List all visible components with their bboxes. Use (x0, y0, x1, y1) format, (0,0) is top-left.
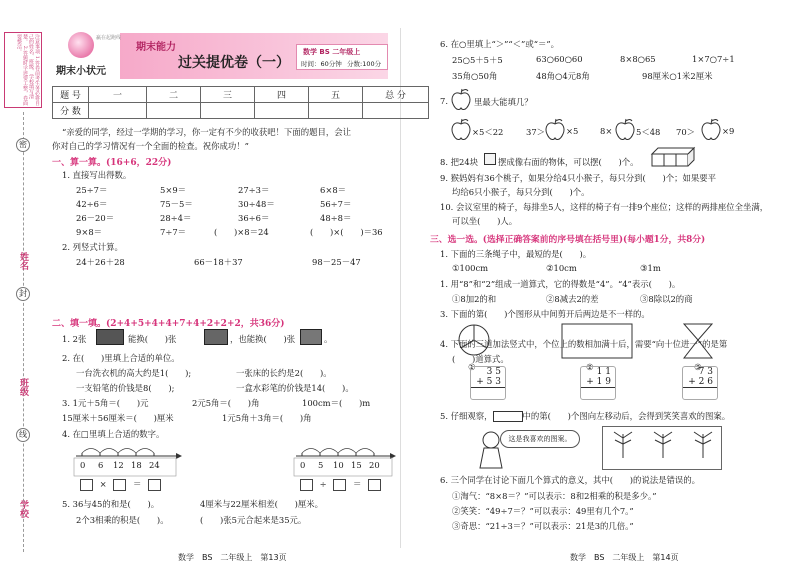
choice-option[interactable]: ①100cm (452, 263, 489, 273)
times-sign: × (99, 479, 107, 489)
s2-q3c: 100cm＝( )m (302, 398, 371, 408)
addend-top: 7 3 (698, 367, 713, 377)
s2-q4: 4. 在□里填上合适的数字。 (62, 429, 165, 439)
s2-q5d: ( )张5元合起来是35元。 (200, 515, 307, 525)
s3-q1: 1. 下面的三条绳子中，最短的是( )。 (440, 249, 592, 259)
time-label: 时间：60分钟 (301, 60, 342, 68)
apple-icon (450, 118, 472, 142)
calc-item: 48÷8＝ (320, 213, 352, 223)
number-line-label: 0 (300, 460, 306, 470)
score-table-cell: 四 (255, 87, 309, 103)
q10-line-1: 10. 会议室里的椅子，每排坐5人，这样的椅子有一排9个座位；这样的两排座位全坐满， (440, 202, 769, 212)
banknote-icon (204, 329, 228, 345)
number-line-label: 18 (131, 460, 142, 470)
subject-label: 数学 BS 二年级上 (303, 48, 361, 56)
s1-q2: 2. 列竖式计算。 (62, 242, 123, 252)
score-table-cell: 总 分 (363, 87, 429, 103)
vertical-calc: 66－18＋37 (194, 257, 243, 267)
score-table-cell: 一 (89, 87, 147, 103)
seal-mark-3: 线 (16, 428, 30, 442)
apple-icon (544, 118, 566, 142)
logo-text: 赢在起跑线 (96, 35, 122, 41)
calc-item: ( )×8＝24 (214, 227, 269, 237)
score-entry[interactable] (89, 103, 147, 119)
calc-item: 56÷7＝ (320, 199, 352, 209)
banknote-icon (300, 329, 322, 345)
discussion-option[interactable]: ①淘气：“8×8＝？”可以表示：8和2相乘的积是多少。” (452, 491, 657, 501)
answer-box[interactable] (113, 479, 126, 491)
compare-item: 8×8○65 (620, 54, 656, 64)
q7-item: 8× (600, 126, 613, 136)
q7-text: 里最大能填几？ (474, 97, 533, 107)
q7-item: ×9 (722, 126, 735, 136)
s2-q1-part-c: ，也能换( )张 (230, 334, 296, 344)
section3-title: 三、选一选。(选择正确答案前的序号填在括号里)(每小题1分，共8分) (430, 235, 706, 245)
s2-q1-part-a: 1. 2张 (62, 334, 87, 344)
q7-item: 70＞ (676, 127, 696, 137)
calc-item: ( )×( )＝36 (310, 227, 383, 237)
calc-item: 26－20＝ (76, 213, 115, 223)
s2-q3-line2b: 1元5角＋3角＝( )角 (222, 413, 312, 423)
calc-item: 5×9＝ (160, 185, 187, 195)
speech-bubble: 这是我喜欢的图案。 (500, 430, 580, 448)
brand-big: 期末小状元 (56, 66, 106, 77)
number-line-label: 5 (318, 460, 324, 470)
s2-q5c: 2个3相乘的积是( )。 (76, 515, 169, 525)
number-line-label: 20 (369, 460, 380, 470)
s2-q1-part-b: 能换( )张 (128, 334, 177, 344)
number-line-label: 0 (80, 460, 86, 470)
q7-number: 7. (440, 96, 448, 106)
q8-text-b: 摆成像右面的物体，可以摆( )个。 (498, 157, 639, 167)
s2-q2: 2. 在( )里填上合适的单位。 (62, 353, 180, 363)
answer-box[interactable] (148, 479, 161, 491)
q6-title: 6. 在○里填上“＞”“＜”或“＝”。 (440, 39, 560, 49)
score-table-value-row (53, 103, 429, 119)
number-line-2 (292, 444, 402, 478)
shape-label: ② (586, 362, 594, 372)
q8-text-a: 8. 把24块 (440, 157, 479, 167)
number-line-label: 24 (149, 460, 160, 470)
choice-option[interactable]: ②10cm (546, 263, 577, 273)
girl-icon (476, 430, 506, 470)
s2-q5b: 4厘米与22厘米相差( )厘米。 (200, 499, 324, 509)
compare-item: 48角○4元8角 (536, 71, 590, 81)
compare-item: 25○5＋5＋5 (452, 55, 503, 65)
binding-margin (0, 0, 46, 576)
answer-box[interactable] (80, 479, 93, 491)
s3-q5 (440, 410, 730, 422)
choice-option[interactable]: ②8减去2的差 (546, 294, 599, 304)
apple-icon (614, 118, 636, 142)
score-table-cell: 二 (147, 87, 201, 103)
s3-q4b: ( )道算式。 (452, 354, 509, 364)
s2-q5a: 5. 36与45的和是( )。 (62, 499, 160, 509)
q9-line-2: 均给6只小猴子，每只分到( )个。 (452, 187, 590, 197)
intro-line-2: 你对自己的学习情况有一个全面的检查。祝你成功！” (52, 141, 249, 151)
choice-option[interactable]: ③8除以2的商 (640, 294, 693, 304)
q7-item: ×5 (566, 126, 579, 136)
answer-box[interactable] (368, 479, 381, 491)
s3-q4: 4. 下面的三道加法竖式中，个位上的数相加满十后，需要“向十位进一”的是第 (440, 339, 728, 349)
score-table-cell: 分 数 (53, 103, 89, 119)
answer-box[interactable] (300, 479, 313, 491)
s2-q1-part-d: 。 (324, 334, 333, 344)
cut-line (23, 112, 24, 552)
score-entry[interactable] (147, 103, 201, 119)
calc-item: 7÷7＝ (160, 227, 187, 237)
s2-q3: 3. 1元＋5角＝( )元 (62, 398, 149, 408)
seal-mark-2: 封 (16, 287, 30, 301)
discussion-option[interactable]: ②笑笑：“49÷7＝？”可以表示：49里有几个7。” (452, 506, 634, 516)
cube-icon (484, 153, 496, 165)
brand-block (52, 32, 144, 82)
brand-logo-icon (68, 32, 94, 58)
addend-bottom: + 2 6 (683, 377, 717, 388)
unit-fill: 一盒水彩笔的价钱是14( )。 (236, 383, 354, 393)
calc-item: 27÷3＝ (238, 185, 270, 195)
number-line-label: 12 (113, 460, 124, 470)
apple-icon (700, 118, 722, 142)
school-label: 学校 (18, 500, 28, 518)
q7-label (440, 96, 448, 106)
compare-item: 98厘米○1米2厘米 (642, 71, 713, 81)
unit-fill: 一台洗衣机的高大约是1( ); (76, 368, 192, 378)
q7-item: 37＞ (526, 127, 546, 137)
s1-q1: 1. 直接写出得数。 (62, 170, 132, 180)
q9-line-1: 9. 猴妈妈有36个桃子，如果分给4只小猴子，每只分到( )个；如果要平 (440, 173, 717, 183)
name-label: 姓名 (18, 252, 28, 270)
score-table (52, 86, 429, 119)
calc-item: 25÷7＝ (76, 185, 108, 195)
score-label: 分数:100分 (347, 60, 382, 68)
q7-item: 5＜48 (636, 127, 661, 137)
score-table-cell: 三 (201, 87, 255, 103)
unit-fill: 一支铅笔的价钱是8( ); (76, 383, 175, 393)
answer-row: ÷ ＝ (300, 478, 381, 491)
addend-bottom: + 5 3 (471, 377, 505, 388)
q7-item: ×5＜22 (472, 127, 504, 137)
banknote-icon (96, 329, 124, 345)
vertical-calc: 24＋26＋28 (76, 257, 125, 267)
compare-item: 1×7○7÷1 (692, 54, 735, 64)
addend-bottom: + 1 9 (581, 377, 615, 388)
page-title: 过关提优卷（一） (178, 55, 290, 71)
exam-info-box (296, 44, 388, 70)
s3-q3: 3. 下面的第( )个图形从中间剪开后两边是不一样的。 (440, 309, 650, 319)
choice-option[interactable]: ③1m (640, 263, 661, 273)
exam-notice: 注意事项 1.答卷前考生务必将自己的姓名、班级、学校填写清楚。 2.答题时字迹要工整，卷面要整洁。 (16, 34, 40, 106)
footer-right: 数学 BS 二年级上 第14页 (570, 553, 679, 562)
shape-label: ① (468, 362, 476, 372)
calc-item: 30÷48＝ (238, 199, 275, 209)
intro-line-1: “亲爱的同学，经过一学期的学习，你一定有不少的收获吧！下面的题目，会让 (62, 127, 352, 137)
number-line-label: 10 (333, 460, 344, 470)
choice-option[interactable]: ①8加2的和 (452, 294, 497, 304)
addition-card (580, 366, 616, 400)
brand-small: 期末能力 (136, 42, 176, 53)
s3-q5-text-b: 中的第( )个图向左移动后，会得到笑笑喜欢的图案。 (522, 411, 731, 421)
footer-left: 数学 BS 二年级上 第13页 (178, 553, 287, 562)
seal-mark-1: 密 (16, 138, 30, 152)
addend-top: 1 1 (596, 367, 611, 377)
shape-label: ③ (694, 362, 702, 372)
answer-row: × ＝ (80, 478, 161, 491)
vertical-calc: 98－25－47 (312, 257, 361, 267)
class-label: 班级 (18, 378, 28, 396)
tree-pattern (608, 428, 718, 460)
score-table-cell: 题 号 (53, 87, 89, 103)
s3-q2: 1. 用“8”和“2”组成一道算式，它的得数是“4”。“4”表示( )。 (440, 279, 681, 289)
addition-card (682, 366, 718, 400)
addend-top: 3 5 (486, 367, 501, 377)
discussion-option[interactable]: ③奇思：“21÷3＝？”可以表示：21是3的几倍。” (452, 521, 634, 531)
number-line-label: 6 (98, 460, 104, 470)
section2-title: 二、填一填。(2+4+5+4+4+7+4+2+2+2，共36分) (52, 319, 285, 329)
section1-title: 一、算一算。(16+6，22分) (52, 158, 172, 168)
s2-q3b: 2元5角＝( )角 (192, 398, 260, 408)
q10-line-2: 可以坐( )人。 (452, 216, 518, 226)
s3-q6: 6. 三个同学在讨论下面几个算式的意义，其中( )的说法是错误的。 (440, 475, 701, 485)
divide-sign: ÷ (319, 479, 327, 489)
addition-card (470, 366, 506, 400)
calc-item: 36÷6＝ (238, 213, 270, 223)
apple-icon (450, 88, 472, 112)
compare-item: 35角○50角 (452, 71, 498, 81)
unit-fill: 一张床的长约是2( )。 (236, 368, 332, 378)
answer-box[interactable] (333, 479, 346, 491)
calc-item: 9×8＝ (76, 227, 103, 237)
score-entry[interactable] (201, 103, 255, 119)
calc-item: 28÷4＝ (160, 213, 192, 223)
compare-item: 63○60○60 (536, 54, 583, 64)
calc-item: 42÷6＝ (76, 199, 108, 209)
number-line-label: 15 (351, 460, 362, 470)
score-table-cell: 五 (309, 87, 363, 103)
s3-q5-text-a: 5. 仔细观察， (440, 411, 493, 421)
s2-q3-line2: 15厘米＋56厘米＝( )厘米 (62, 413, 174, 423)
score-entry[interactable] (255, 103, 309, 119)
calc-item: 75－5＝ (160, 199, 193, 209)
cube-stack-icon (650, 146, 698, 168)
score-table-header-row (53, 87, 429, 103)
calc-item: 6×8＝ (320, 185, 347, 195)
score-entry[interactable] (309, 103, 363, 119)
score-entry[interactable] (363, 103, 429, 119)
